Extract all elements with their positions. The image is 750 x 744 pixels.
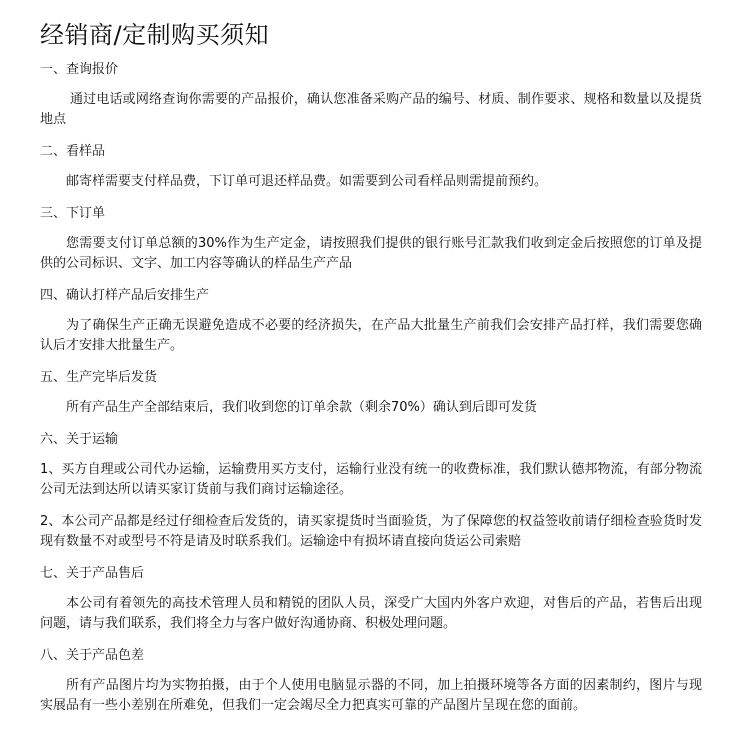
section-color-difference [40, 646, 702, 716]
section-paragraph: 本公司有着领先的高技术管理人员和精锐的团队人员，深受广大国内外客户欢迎，对售后的产品，若售后出现问题，请与我们联系，我们将全力与客户做好沟通协商、积极处理问题。 [40, 596, 702, 631]
page-title: 经销商/定制购买须知 [40, 21, 270, 49]
section-paragraph: 所有产品生产全部结束后，我们收到您的订单余款（剩余70%）确认到后即可发货 [66, 400, 537, 415]
section-paragraph: 您需要支付订单总额的30%作为生产定金，请按照我们提供的银行账号汇款我们收到定金后按照您的订单及提供的公司标识、文字、加工内容等确认的样品生产产品 [40, 236, 702, 271]
section-paragraph: 所有产品图片均为实物拍摄，由于个人使用电脑显示器的不同，加上拍摄环境等各方面的因素制约，图片与现实展品有一些小差别在所难免，但我们一定会竭尽全力把真实可靠的产品图片呈现在您的面前。 [40, 678, 702, 713]
section-paragraph: 通过电话或网络查询你需要的产品报价，确认您准备采购产品的编号、材质、制作要求、规格和数量以及提货地点 [40, 92, 702, 127]
section-heading: 五、生产完毕后发货 [40, 370, 158, 385]
section-paragraph: 1、买方自理或公司代办运输，运输费用买方支付，运输行业没有统一的收费标准，我们默认德邦物流，有部分物流公司无法到达所以请买家订货前与我们商讨运输途径。 [40, 462, 702, 497]
section-paragraph: 为了确保生产正确无误避免造成不必要的经济损失，在产品大批量生产前我们会安排产品打样，我们需要您确认后才安排大批量生产。 [40, 318, 702, 353]
section-paragraph: 邮寄样需要支付样品费，下订单可退还样品费。如需要到公司看样品则需提前预约。 [66, 174, 548, 189]
document [40, 18, 702, 728]
section-inquiry [40, 60, 702, 130]
section-heading: 四、确认打样产品后安排生产 [40, 288, 210, 303]
section-shipping-after-production [40, 368, 702, 418]
section-heading: 六、关于运输 [40, 432, 119, 447]
section-heading: 一、查询报价 [40, 62, 119, 77]
section-proofing [40, 286, 702, 356]
section-heading: 三、下订单 [40, 206, 106, 221]
section-after-sales [40, 564, 702, 634]
section-samples [40, 142, 702, 192]
section-heading: 八、关于产品色差 [40, 648, 145, 663]
section-order [40, 204, 702, 274]
section-transport [40, 430, 702, 552]
section-heading: 二、看样品 [40, 144, 106, 159]
section-heading: 七、关于产品售后 [40, 566, 145, 581]
section-paragraph: 2、本公司产品都是经过仔细检查后发货的，请买家提货时当面验货，为了保障您的权益签收前请仔细检查验货时发现有数量不对或型号不符是请及时联系我们。运输途中有损坏请直接向货运公司索赔 [40, 514, 702, 549]
